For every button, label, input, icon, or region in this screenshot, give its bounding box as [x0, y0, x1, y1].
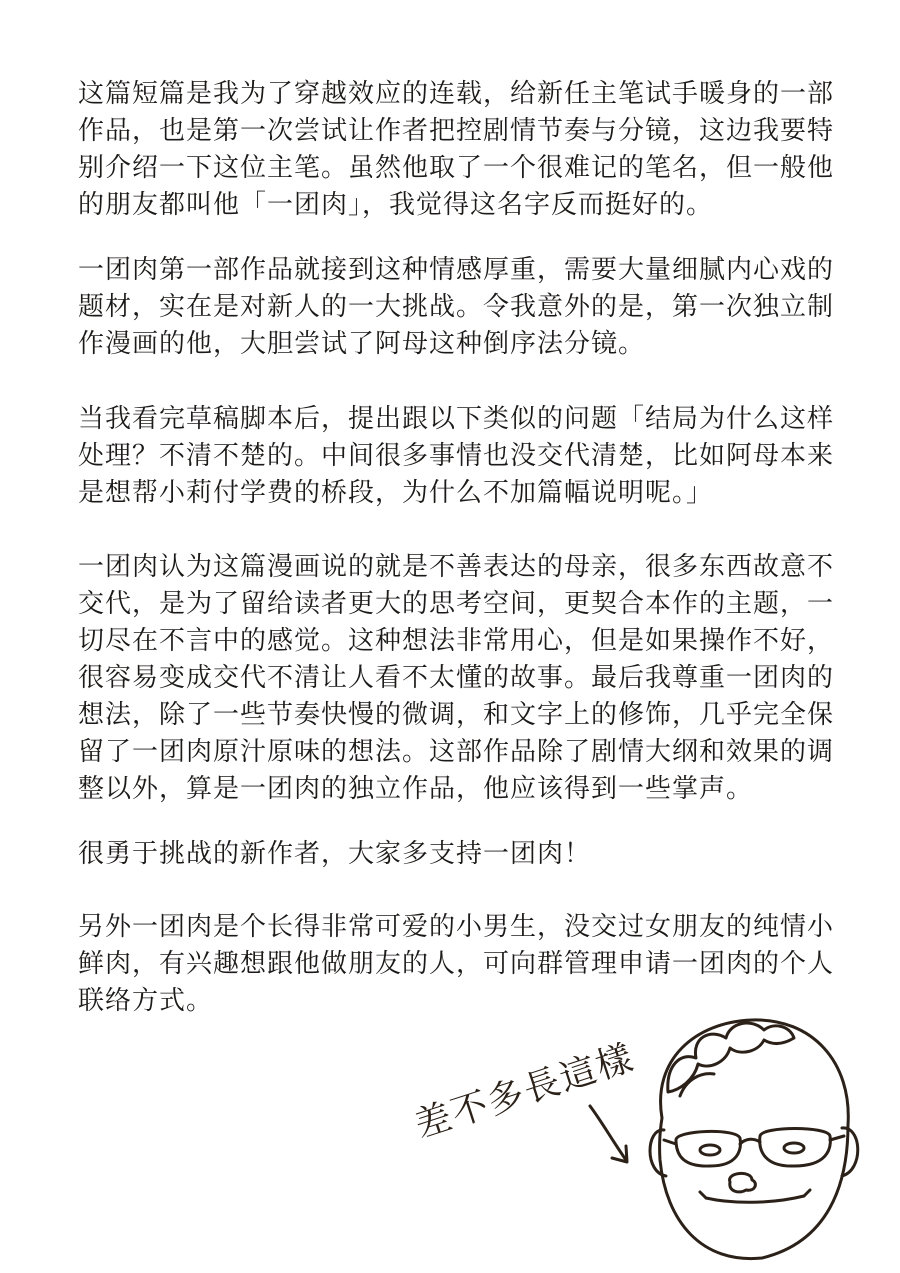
text-line: 切尽在不言中的感觉。这种想法非常用心，但是如果操作不好， — [78, 626, 835, 656]
hair-strand-icon — [680, 1074, 714, 1096]
text-line: 留了一团肉原汁原味的想法。这部作品除了剧情大纲和效果的调 — [78, 737, 835, 767]
text-line: 作漫画的他，大胆尝试了阿母这种倒序法分镜。 — [78, 329, 646, 359]
right-glasses-lens-icon — [760, 1129, 831, 1167]
left-ear-icon — [650, 1130, 666, 1176]
glasses-arm-right-icon — [830, 1136, 844, 1140]
text-line: 很容易变成交代不清让人看不太懂的故事。最后我尊重一团肉的 — [78, 663, 835, 693]
glasses-arm-left-icon — [664, 1140, 676, 1144]
text-line: 处理？不清不楚的。中间很多事情也没交代清楚，比如阿母本来 — [78, 441, 835, 471]
mouth-icon — [706, 1196, 804, 1202]
text-line: 交代，是为了留给读者更大的思考空间，更契合本作的主题，一 — [78, 589, 835, 619]
handwritten-caption: 差不多長這樣 — [410, 1037, 640, 1147]
text-line: 很勇于挑战的新作者，大家多支持一团肉！ — [78, 839, 592, 869]
left-eye-icon — [700, 1145, 720, 1155]
mouth-corner-right-icon — [804, 1190, 810, 1196]
text-line: 一团肉认为这篇漫画说的就是不善表达的母亲，很多东西故意不 — [78, 552, 835, 582]
text-line: 题材，实在是对新人的一大挑战。令我意外的是，第一次独立制 — [78, 292, 835, 322]
text-line: 整以外，算是一团肉的独立作品，他应该得到一些掌声。 — [78, 774, 754, 804]
text-line: 这篇短篇是我为了穿越效应的连载，给新任主笔试手暖身的一部 — [78, 79, 835, 109]
text-line: 鲜肉，有兴趣想跟他做朋友的人，可向群管理申请一团肉的个人 — [78, 949, 835, 979]
text-line: 作品，也是第一次尝试让作者把控剧情节奏与分镜，这边我要特 — [78, 116, 835, 146]
paragraph-intro — [78, 76, 868, 224]
paragraph-response — [78, 549, 868, 808]
left-glasses-lens-icon — [676, 1131, 740, 1166]
mouth-corner-left-icon — [700, 1192, 706, 1198]
arrow-icon — [590, 1106, 626, 1160]
text-line: 是想帮小莉付学费的桥段，为什么不加篇幅说明呢。」 — [78, 478, 714, 508]
text-line: 当我看完草稿脚本后，提出跟以下类似的问题「结局为什么这样 — [78, 404, 835, 434]
paragraph-challenge — [78, 252, 868, 363]
nose-icon — [730, 1173, 756, 1192]
hair-icon — [668, 1023, 794, 1092]
face-sketch-illustration — [380, 1000, 880, 1273]
text-line: 想法，除了一些节奏快慢的微调，和文字上的修饰，几乎完全保 — [78, 700, 835, 730]
right-eye-icon — [784, 1143, 804, 1153]
text-line: 联络方式。 — [78, 986, 214, 1016]
glasses-bridge-icon — [740, 1139, 760, 1144]
paragraph-question — [78, 401, 868, 512]
text-line: 另外一团肉是个长得非常可爱的小男生，没交过女朋友的纯情小 — [78, 912, 835, 942]
text-line: 一团肉第一部作品就接到这种情感厚重，需要大量细腻内心戏的 — [78, 255, 835, 285]
paragraph-support — [78, 836, 868, 873]
text-line: 的朋友都叫他「一团肉」，我觉得这名字反而挺好的。 — [78, 190, 714, 220]
text-line: 别介绍一下这位主笔。虽然他取了一个很难记的笔名，但一般他 — [78, 153, 835, 183]
